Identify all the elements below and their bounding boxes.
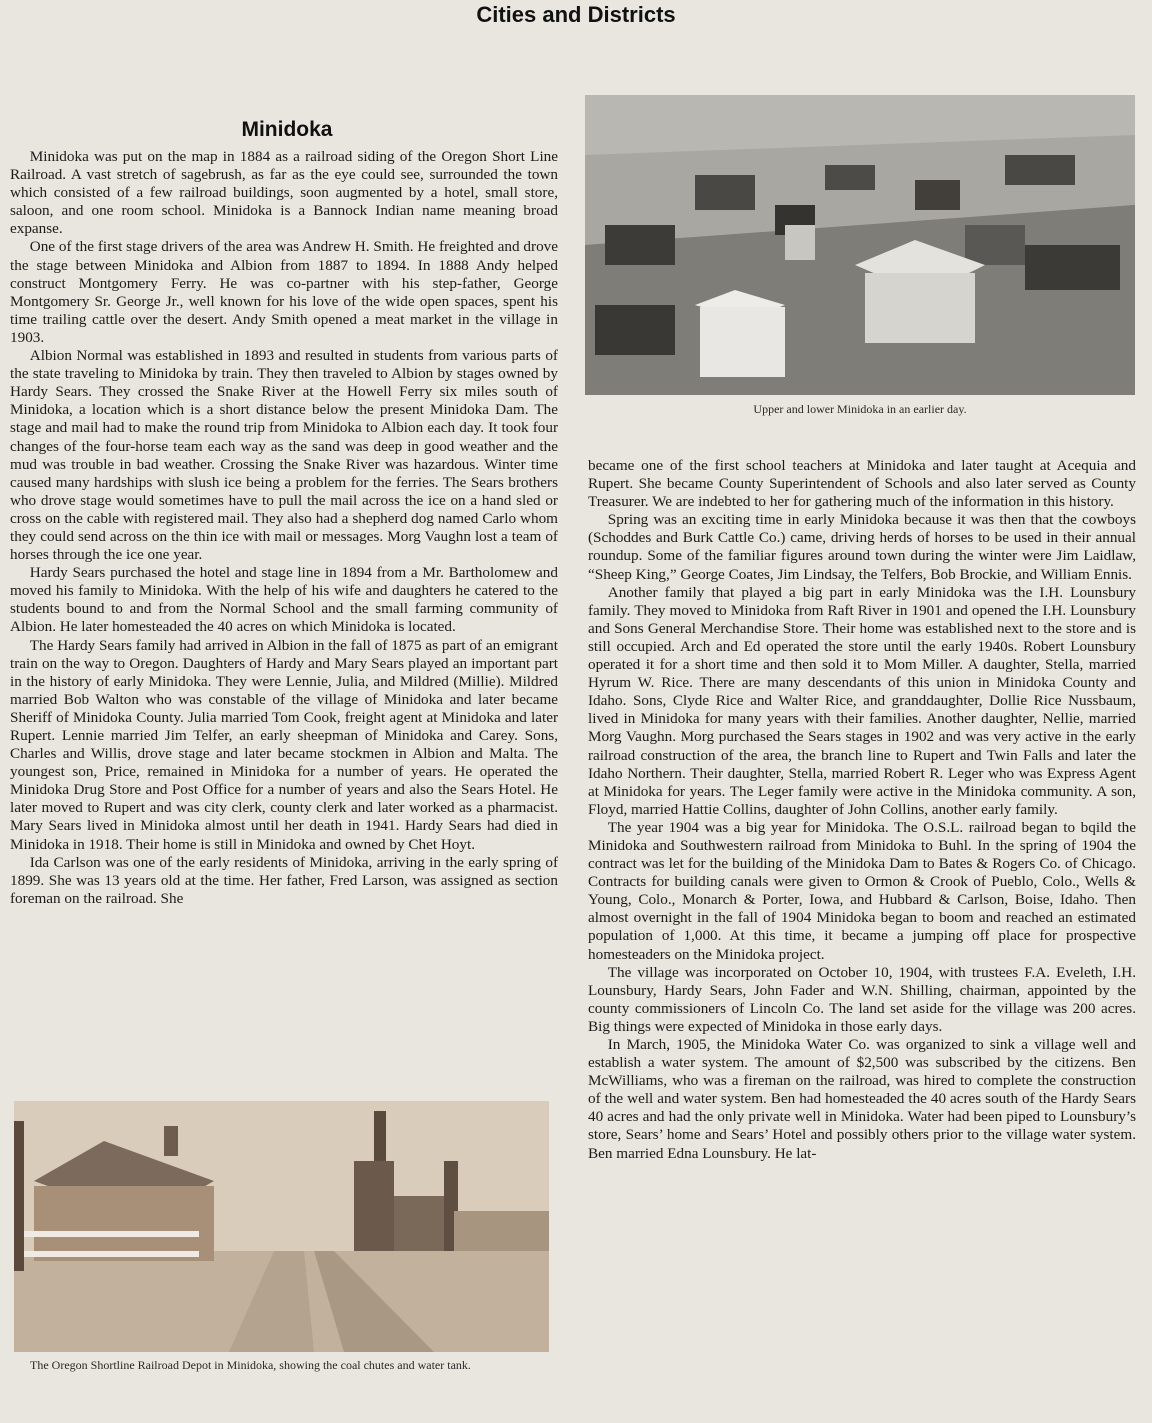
paragraph: One of the first stage drivers of the area was Andrew H. Smith. He freighted and drove the stage between Minidoka and Albion from 1887 to 1894. In 1888 Andy helped construct Montgomery Ferry. He was co-partner with his step-father, George Montgomery Sr. George Jr., well known for his love of the wide open spaces, spent his time trailing cattle over the desert. Andy Smith opened a meat market in the village in 1903. [10, 238, 558, 346]
paragraph: Minidoka was put on the map in 1884 as a railroad siding of the Oregon Short Line Railroad. A vast stretch of sagebrush, as far as the eye could see, surrounded the town which consisted of a few railroad buildings, soon augmented by a hotel, small store, saloon, and one room school. Minidoka is a Bannock Indian name meaning broad expanse. [10, 148, 558, 238]
paragraph: Ida Carlson was one of the early residents of Minidoka, arriving in the early spring of 1899. She was 13 years old at the time. Her father, Fred Larson, was assigned as section foreman on the railroad. She [10, 853, 558, 907]
paragraph: The Hardy Sears family had arrived in Albion in the fall of 1875 as part of an emigrant train on the way to Oregon. Daughters of Hardy and Mary Sears played an important part in the history of early Minidoka. They were Lennie, Julia, and Mildred (Millie). Mildred married Bob Walton who was constable of the village of Minidoka and later became Sheriff of Minidoka County. Julia married Tom Cook, freight agent at Minidoka and later Rupert. Lennie married Jim Telfer, an early sheepman of Minidoka and Carey. Sons, Charles and Willis, drove stage and later became stockmen in Albion and Malta. The youngest son, Price, remained in Minidoka for a number of years. He operated the Minidoka Drug Store and Post Office for a number of years and also the Sears Hotel. He later moved to Rupert and was city clerk, county clerk and later worked as a pharmacist. Mary Sears lived in Minidoka almost until her death in 1941. Hardy Sears had died in Minidoka in 1918. Their home is still in Minidoka and owned by Chet Hoyt. [10, 636, 558, 853]
railroad-depot-photo [14, 1101, 549, 1352]
paragraph: became one of the first school teachers at Minidoka and later taught at Acequia and Rupert. She became County Superintendent of Schools and also later served as County Treasurer. We are indebted to her for gathering much of the information in this history. [588, 457, 1136, 511]
paragraph: The village was incorporated on October 10, 1904, with trustees F.A. Eveleth, I.H. Lounsbury, Hardy Sears, John Fader and W.N. Shilling, chairman, appointed by the county commissioners of Lincoln Co. The land set aside for the village was 200 acres. Big things were expected of Minidoka in those early days. [588, 963, 1136, 1035]
paragraph: Albion Normal was established in 1893 and resulted in students from various parts of the state traveling to Minidoka by train. They then traveled to Albion by stages owned by Hardy Sears. They crossed the Snake River at the Howell Ferry six miles south of Minidoka, a location which is a short distance below the present Minidoka Dam. The stage and mail had to make the round trip from Minidoka to Albion each day. It took four changes of the four-horse team each way as the sand was deep in good weather and the mud was trouble in bad weather. Crossing the Snake River was hazardous. Winter time caused many hardships with slush ice being a problem for the ferries. The Sears brothers who drove stage would sometimes have to pull the mail across the ice on a hand sled or cross on the cable with registered mail. They also had a shepherd dog named Carlo whom they could send across on the thin ice with mail or messages. Morg Vaughn lost a team of horses through the ice one year. [10, 347, 558, 564]
paragraph: The year 1904 was a big year for Minidoka. The O.S.L. railroad began to bqild the Minidoka and Southwestern railroad from Minidoka to Buhl. In the spring of 1904 the contract was let for the building of the Minidoka Dam to Bates & Rogers Co. of Chicago. Contracts for building canals were given to Ormon & Crook of Pueblo, Colo., Wells & Young, Colo., Monarch & Porter, Iowa, and Hubbard & Carlson, Boise, Idaho. Then almost overnight in the fall of 1904 Minidoka began to boom and reached an estimated population of 1,000. At this time, it became a jumping off place for prospective homesteaders on the Minidoka project. [588, 818, 1136, 963]
article-title: Minidoka [241, 118, 333, 141]
section-header: Cities and Districts [476, 2, 676, 27]
paragraph: Hardy Sears purchased the hotel and stage line in 1894 from a Mr. Bartholomew and moved his family to Minidoka. With the help of his wife and daughters he catered to the students bound to and from the Normal School and the small farming community of Albion. He later homesteaded the 40 acres on which Minidoka is located. [10, 564, 558, 636]
paragraph: In March, 1905, the Minidoka Water Co. was organized to sink a village well and establish a water system. The amount of $2,500 was subscribed by the citizens. Ben McWilliams, who was a fireman on the railroad, was hired to complete the construction of the well and water system. Ben had homesteaded the 40 acres south of the Hardy Sears 40 acres and had the only private well in Minidoka. Water had been piped to Lounsbury’s store, Sears’ home and Sears’ Hotel and possibly others prior to the village water system. Ben married Edna Lounsbury. He lat- [588, 1036, 1136, 1162]
paragraph: Spring was an exciting time in early Minidoka because it was then that the cowboys (Schoddes and Burk Cattle Co.) came, driving herds of horses to be used in their annual roundup. Some of the familiar figures around town during the winter were Jim Laidlaw, “Sheep King,” George Coates, Jim Lindsay, the Telfers, Bob Brockie, and William Ennis. [588, 511, 1136, 583]
photo-caption: The Oregon Shortline Railroad Depot in Minidoka, showing the coal chutes and water tank. [30, 1358, 471, 1372]
paragraph: Another family that played a big part in early Minidoka was the I.H. Lounsbury family. They moved to Minidoka from Raft River in 1901 and opened the I.H. Lounsbury and Sons General Merchandise Store. Their home was established next to the store and is still occupied. Arch and Ed operated the store until the early 1940s. Robert Lounsbury operated it for a short time and then sold it to Mom Miller. A daughter, Stella, married Hyrum W. Rice. There are many descendants of this union in Minidoka County and Idaho. Sons, Clyde Rice and Walter Rice, and granddaughter, Dollie Rice Nussbaum, lived in Minidoka for many years with their families. Another daughter, Nellie, married Morg Vaughn. Morg purchased the Sears stages in 1902 and was very active in the early railroad construction of the area, the branch line to Rupert and Twin Falls and later the Idaho Northern. Their daughter, Stella, married Robert R. Leger who was Express Agent at Minidoka for years. The Leger family were active in the Minidoka community. A son, Floyd, married Hattie Collins, daughter of John Collins, another early family. [588, 583, 1136, 818]
photo-caption: Upper and lower Minidoka in an earlier day. [753, 402, 967, 416]
town-aerial-photo [585, 95, 1135, 395]
text-column-right [588, 457, 1136, 1423]
text-column-left [10, 148, 558, 1093]
